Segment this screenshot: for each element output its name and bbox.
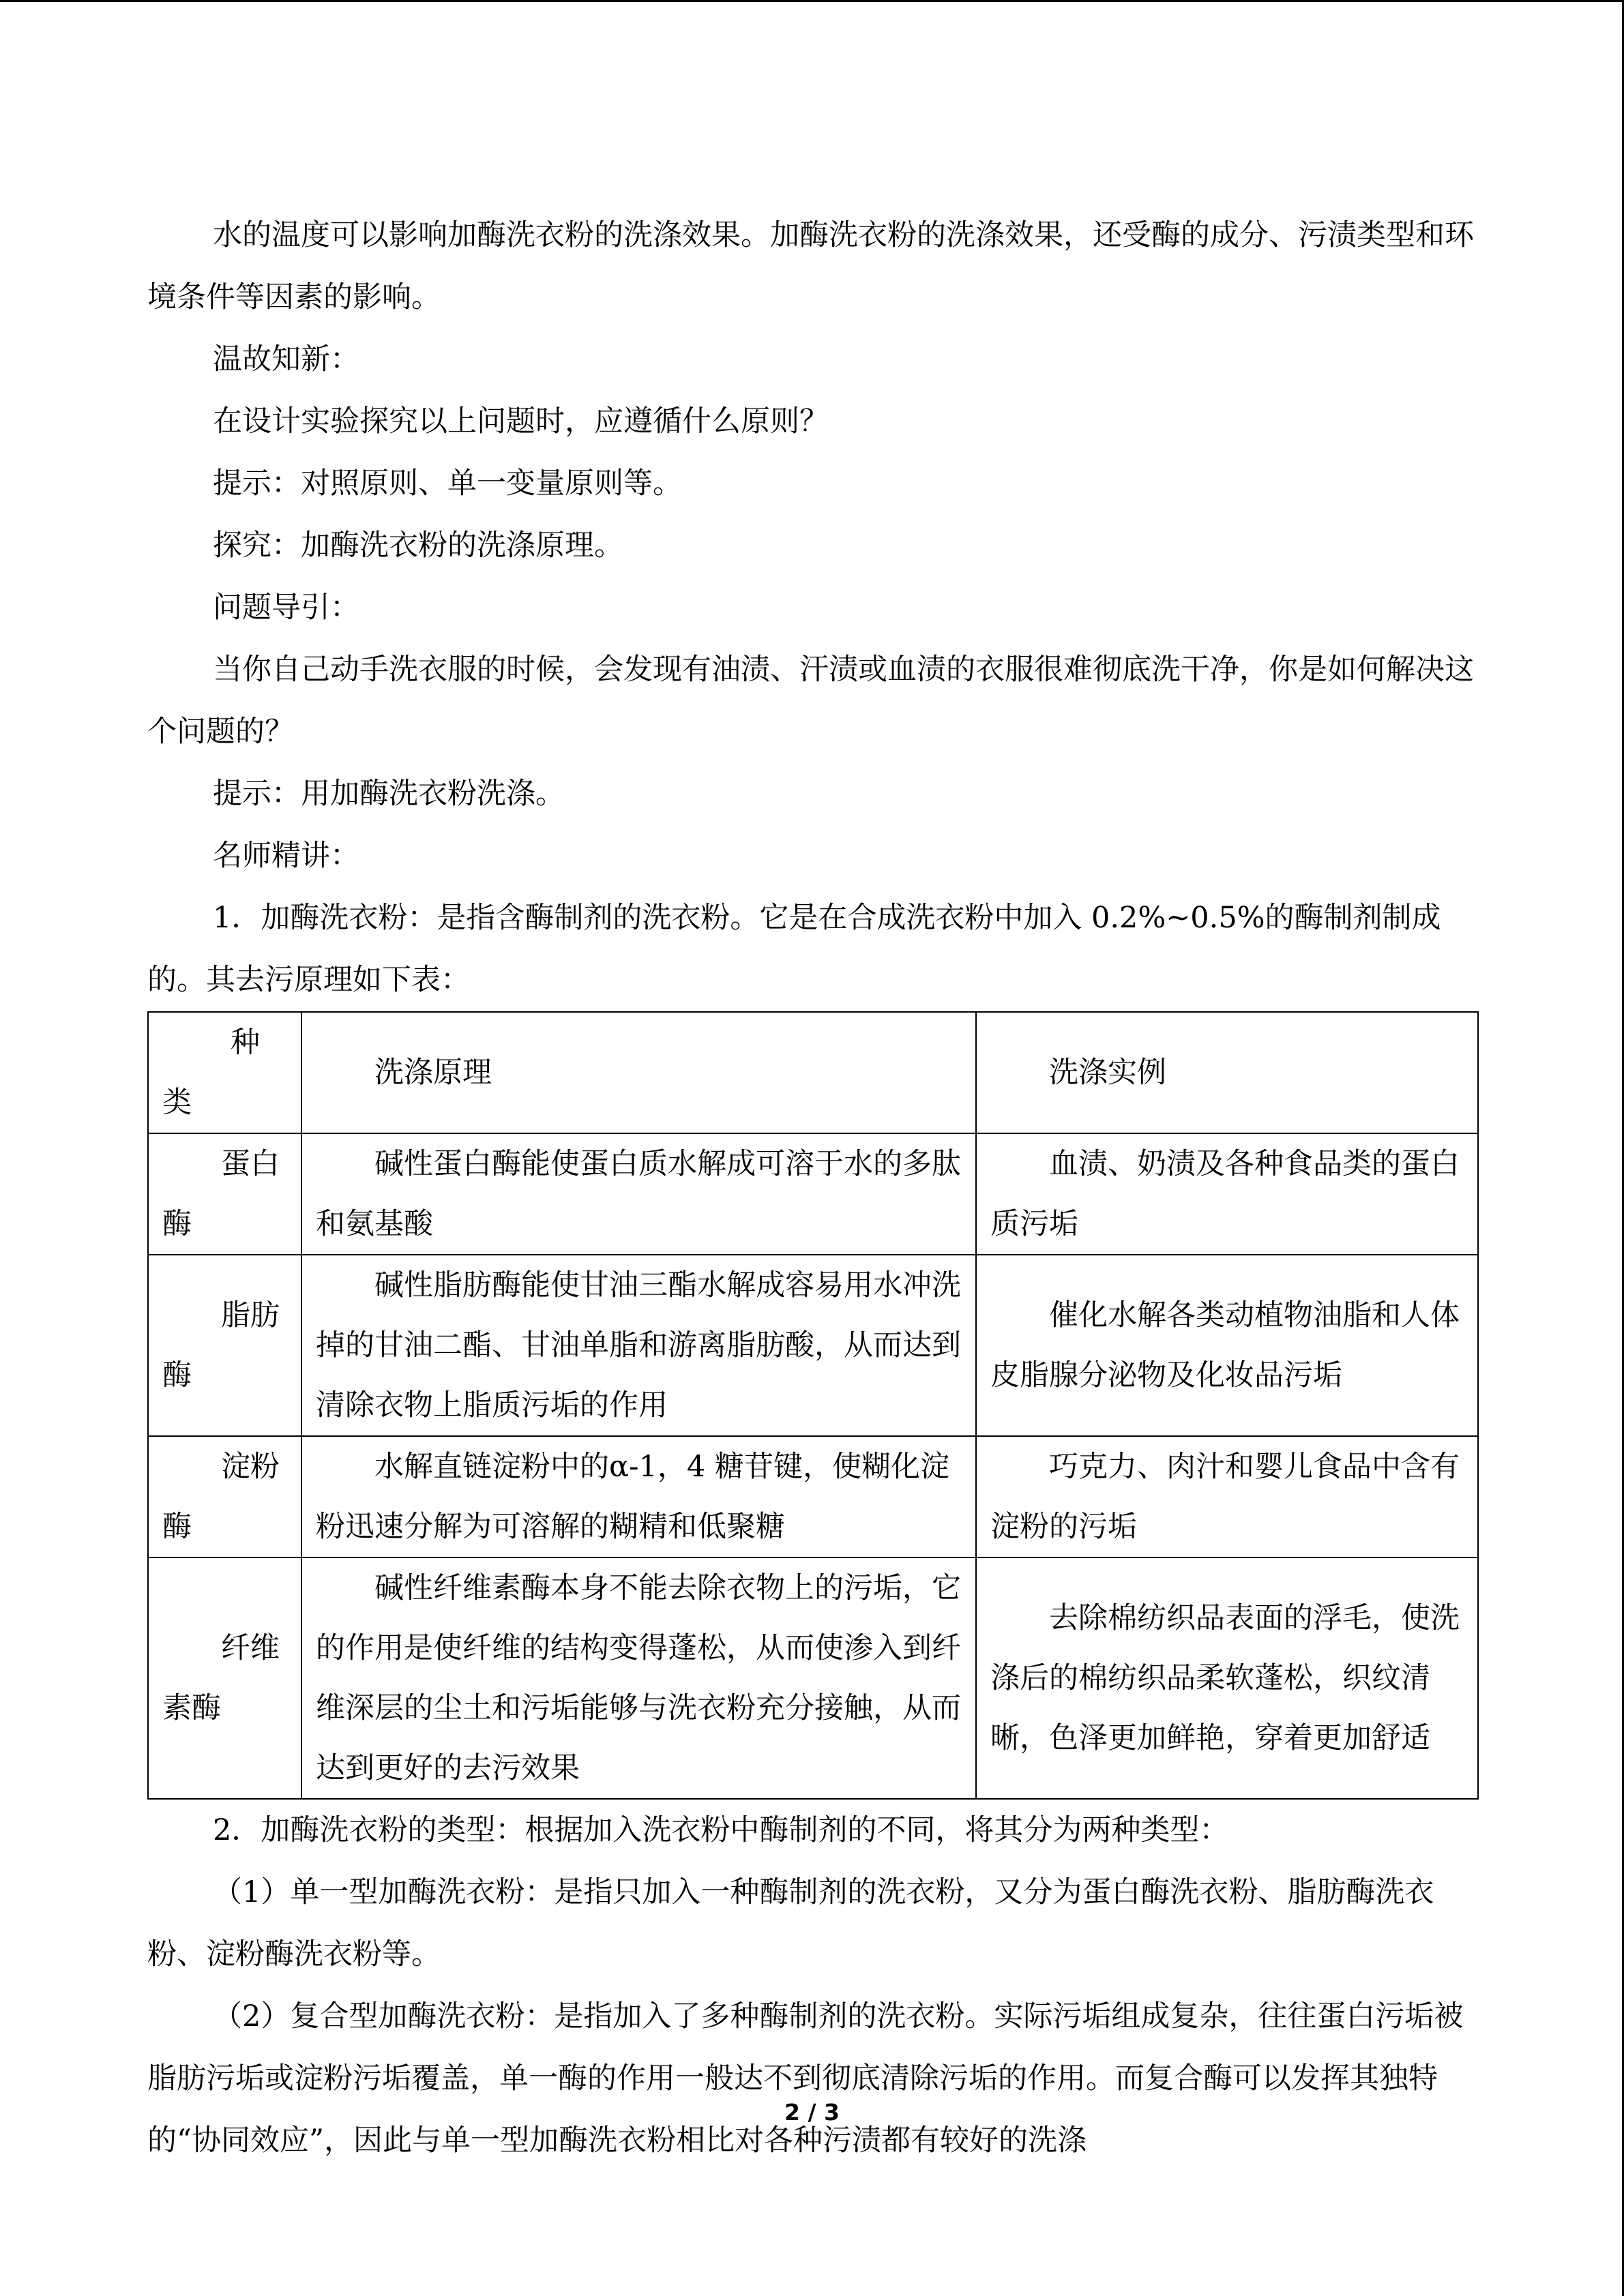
table-row — [148, 1255, 1478, 1436]
table-cell-principle: 水解直链淀粉中的α-1，4 糖苷键，使糊化淀粉迅速分解为可溶解的糊精和低聚糖 — [301, 1436, 976, 1557]
page-number: 2 / 3 — [784, 2099, 840, 2126]
table-cell-type: 淀粉酶 — [148, 1436, 301, 1557]
table-row — [148, 1557, 1478, 1799]
table-cell-principle: 碱性蛋白酶能使蛋白质水解成可溶于水的多肽和氨基酸 — [301, 1133, 976, 1255]
table-cell-example: 血渍、奶渍及各种食品类的蛋白质污垢 — [976, 1133, 1478, 1255]
table-cell-principle: 碱性脂肪酶能使甘油三酯水解成容易用水冲洗掉的甘油二酯、甘油单脂和游离脂肪酸，从而达到清除衣物上脂质污垢的作用 — [301, 1255, 976, 1436]
paragraph: 水的温度可以影响加酶洗衣粉的洗涤效果。加酶洗衣粉的洗涤效果，还受酶的成分、污渍类型和环境条件等因素的影响。 — [147, 218, 1474, 314]
table-row — [148, 1436, 1478, 1557]
table-header-cell: 洗涤实例 — [976, 1012, 1478, 1133]
table-header-row — [148, 1012, 1478, 1133]
table-cell-type: 蛋白酶 — [148, 1133, 301, 1255]
enzyme-principle-table — [147, 1011, 1479, 1800]
paragraph: （2）复合型加酶洗衣粉：是指加入了多种酶制剂的洗衣粉。实际污垢组成复杂，往往蛋白污垢被脂肪污垢或淀粉污垢覆盖，单一酶的作用一般达不到彻底清除污垢的作用。而复合酶可以发挥其独特的“协同效应”，因此与单一型加酶洗衣粉相比对各种污渍都有较好的洗涤 — [147, 1999, 1464, 2158]
paragraph: 问题导引： — [213, 591, 359, 625]
table-row — [148, 1133, 1478, 1255]
paragraph: 名师精讲： — [213, 839, 359, 873]
paragraph: 在设计实验探究以上问题时，应遵循什么原则？ — [213, 404, 829, 438]
paragraph: 温故知新： — [213, 342, 359, 376]
table-cell-principle: 碱性纤维素酶本身不能去除衣物上的污垢，它的作用是使纤维的结构变得蓬松，从而使渗入到纤维深层的尘土和污垢能够与洗衣粉充分接触，从而达到更好的去污效果 — [301, 1557, 976, 1799]
table-cell-example: 巧克力、肉汁和婴儿食品中含有淀粉的污垢 — [976, 1436, 1478, 1557]
paragraph: 提示：对照原则、单一变量原则等。 — [213, 466, 682, 501]
paragraph: 探究：加酶洗衣粉的洗涤原理。 — [213, 528, 623, 563]
paragraph: 当你自己动手洗衣服的时候，会发现有油渍、汗渍或血渍的衣服很难彻底洗干净，你是如何解决这个问题的？ — [147, 653, 1474, 749]
paragraph: 1．加酶洗衣粉：是指含酶制剂的洗衣粉。它是在合成洗衣粉中加入 0.2%~0.5%的酶制剂制成的。其去污原理如下表： — [147, 901, 1441, 997]
page-border-top — [0, 0, 1624, 2]
paragraph: 提示：用加酶洗衣粉洗涤。 — [213, 777, 565, 811]
table-cell-example: 催化水解各类动植物油脂和人体皮脂腺分泌物及化妆品污垢 — [976, 1255, 1478, 1436]
paragraph: 2．加酶洗衣粉的类型：根据加入洗衣粉中酶制剂的不同，将其分为两种类型： — [213, 1813, 1229, 1847]
table-header-cell: 洗涤原理 — [301, 1012, 976, 1133]
paragraph: （1）单一型加酶洗衣粉：是指只加入一种酶制剂的洗衣粉，又分为蛋白酶洗衣粉、脂肪酶洗衣粉、淀粉酶洗衣粉等。 — [147, 1875, 1434, 1971]
document-body — [147, 205, 1477, 2172]
table-header-cell: 种类 — [148, 1012, 301, 1133]
table-cell-example: 去除棉纺织品表面的浮毛，使洗涤后的棉纺织品柔软蓬松，织纹清晰，色泽更加鲜艳，穿着更加舒适 — [976, 1557, 1478, 1799]
table-cell-type: 纤维素酶 — [148, 1557, 301, 1799]
table-cell-type: 脂肪酶 — [148, 1255, 301, 1436]
